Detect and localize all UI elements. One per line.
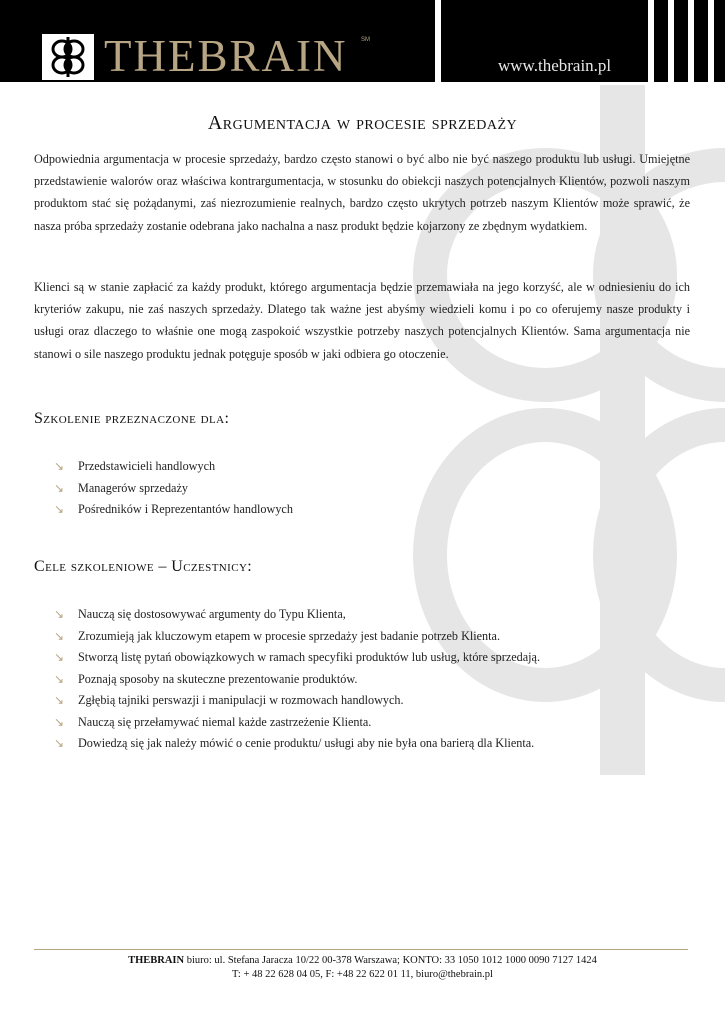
arrow-down-right-icon: ↘: [54, 671, 65, 686]
list-item: ↘ Pośredników i Reprezentantów handlowych: [54, 499, 293, 521]
header-stripe: [708, 0, 714, 82]
page-header: [0, 0, 725, 82]
list-item: ↘ Poznają sposoby na skuteczne prezentowanie produktów.: [54, 669, 540, 691]
page-title: Argumentacja w procesie sprzedaży: [207, 112, 518, 134]
arrow-down-right-icon: ↘: [54, 628, 65, 643]
footer-address: biuro: ul. Stefana Jaracza 10/22 00-378 Warszawa; KONTO: 33 1050 1012 1000 0090 7127 1424: [184, 955, 597, 966]
arrow-down-right-icon: ↘: [54, 736, 65, 750]
site-url[interactable]: www.thebrain.pl: [498, 56, 612, 75]
arrow-down-right-icon: ↘: [54, 607, 65, 621]
footer-divider: [34, 949, 688, 950]
list-item: ↘ Nauczą się przełamywać niemal każde zastrzeżenie Klienta.: [54, 712, 540, 734]
list-item: ↘ Nauczą się dostosowywać argumenty do Typu Klienta,: [54, 604, 540, 626]
header-stripe: [688, 0, 694, 82]
service-mark: SM: [361, 37, 370, 43]
header-stripe: [648, 0, 654, 82]
footer-line-address: [0, 955, 725, 966]
intro-paragraph: Odpowiednia argumentacja w procesie sprzedaży, bardzo często stanowi o być albo nie być naszego produktu lub usługi. Umiejętne przedstawienie walorów oraz właściwa kontrargumentacja, w stosunku do obiekcji naszych potencjalnych Klientów, pozwoli naszym produktom stać się pożądanymi, zaś niezrozumienie realnych, bardzo często ukrytych potrzeb naszym Klientów może sprawić, że nasza próba sprzedaży zostanie odebrana jako nachalna a nasz produkt będzie kojarzony ze zbędnym wydatkiem.: [34, 152, 690, 233]
arrow-down-right-icon: ↘: [54, 480, 65, 495]
goals-list: [54, 604, 540, 755]
intro-paragraph: Klienci są w stanie zapłacić za każdy produkt, którego argumentacja będzie przemawiała na jego korzyść, ale w odniesieniu do ich kryteriów zakupu, nie zaś naszych sprzedaży. Dlatego tak ważne jest abyśmy wiedzieli komu i po co oferujemy nasze produkty i usługi oraz dlaczego to właśnie one mogą zaspokoić wszystkie potrzeby naszych potencjalnych Klientów. Sama argumentacja nie stanowi o sile naszego produktu jednak potęguje sposób w jaki odbiera go otoczenie.: [34, 280, 690, 361]
section-heading-goals: Cele szkoleniowe – Uczestnicy:: [34, 558, 253, 575]
list-item: ↘ Managerów sprzedaży: [54, 478, 293, 500]
section-heading-audience: Szkolenie przeznaczone dla:: [34, 410, 230, 427]
footer-line-contact: T: + 48 22 628 04 05, F: +48 22 622 01 11, biuro@thebrain.pl: [232, 969, 493, 980]
list-item: ↘ Zgłębią tajniki perswazji i manipulacji w rozmowach handlowych.: [54, 690, 540, 712]
list-item: ↘ Stworzą listę pytań obowiązkowych w ramach specyfiki produktów lub usług, które sprzedają.: [54, 647, 540, 669]
arrow-down-right-icon: ↘: [54, 650, 65, 664]
list-item: ↘ Dowiedzą się jak należy mówić o cenie produktu/ usługi aby nie była ona barierą dla Klienta.: [54, 733, 540, 755]
header-stripe: [668, 0, 674, 82]
header-stripe: [435, 0, 441, 82]
list-item: ↘ Zrozumieją jak kluczowym etapem w procesie sprzedaży jest badanie potrzeb Klienta.: [54, 626, 540, 648]
logo-text: THEBRAIN: [104, 31, 348, 81]
arrow-down-right-icon: ↘: [54, 714, 65, 729]
arrow-down-right-icon: ↘: [54, 693, 65, 707]
arrow-down-right-icon: ↘: [54, 502, 65, 516]
audience-list: [54, 456, 293, 521]
logo-mark-icon: [42, 34, 94, 80]
footer-company: THEBRAIN: [128, 955, 185, 966]
arrow-down-right-icon: ↘: [54, 459, 65, 473]
list-item: ↘ Przedstawicieli handlowych: [54, 456, 293, 478]
